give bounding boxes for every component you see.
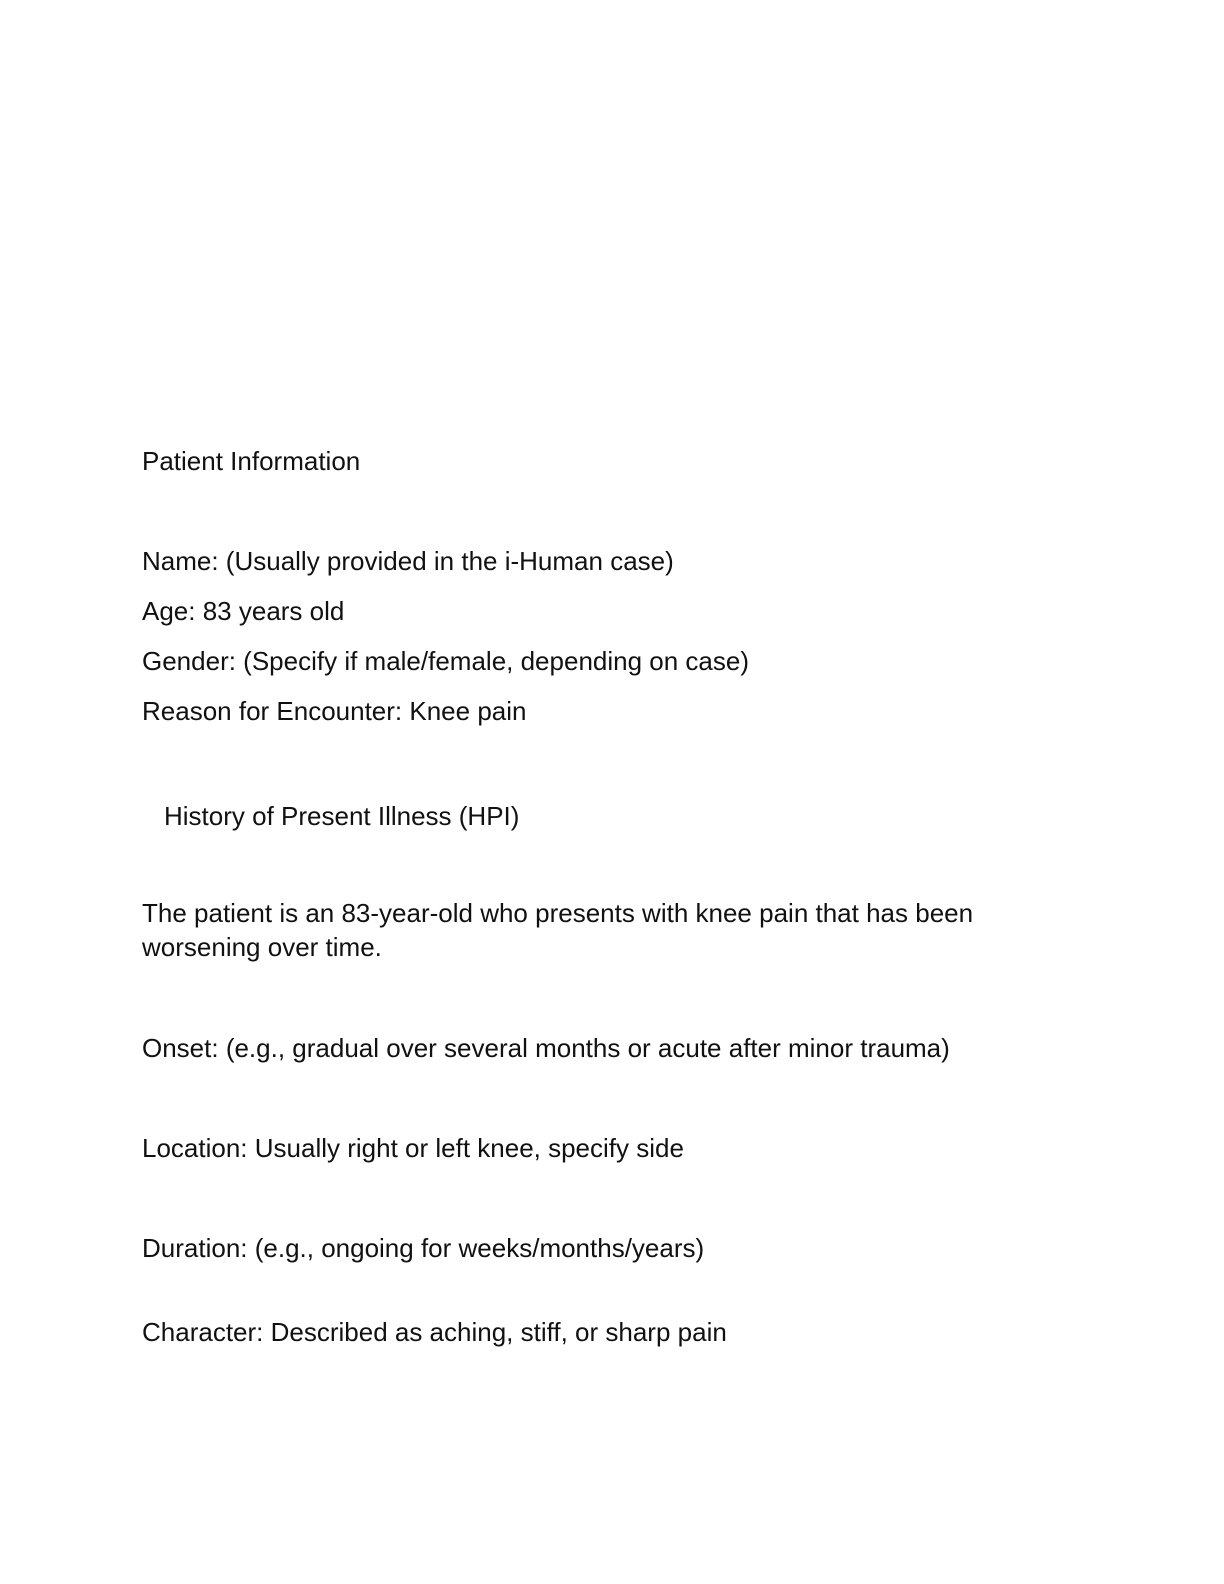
patient-name-line: Name: (Usually provided in the i-Human case) xyxy=(142,546,674,576)
hpi-onset-line: Onset: (e.g., gradual over several months or acute after minor trauma) xyxy=(142,1033,950,1063)
hpi-summary-paragraph: The patient is an 83-year-old who presents with knee pain that has been worsening over time. xyxy=(142,898,974,962)
reason-for-encounter-line: Reason for Encounter: Knee pain xyxy=(142,696,527,726)
hpi-character-line: Character: Described as aching, stiff, or sharp pain xyxy=(142,1317,727,1347)
hpi-heading: History of Present Illness (HPI) xyxy=(164,801,520,831)
patient-gender-line: Gender: (Specify if male/female, depending on case) xyxy=(142,646,750,676)
hpi-location-line: Location: Usually right or left knee, specify side xyxy=(142,1133,684,1163)
hpi-duration-line: Duration: (e.g., ongoing for weeks/months/years) xyxy=(142,1233,705,1263)
patient-information-heading: Patient Information xyxy=(142,446,361,476)
patient-age-line: Age: 83 years old xyxy=(142,596,345,626)
